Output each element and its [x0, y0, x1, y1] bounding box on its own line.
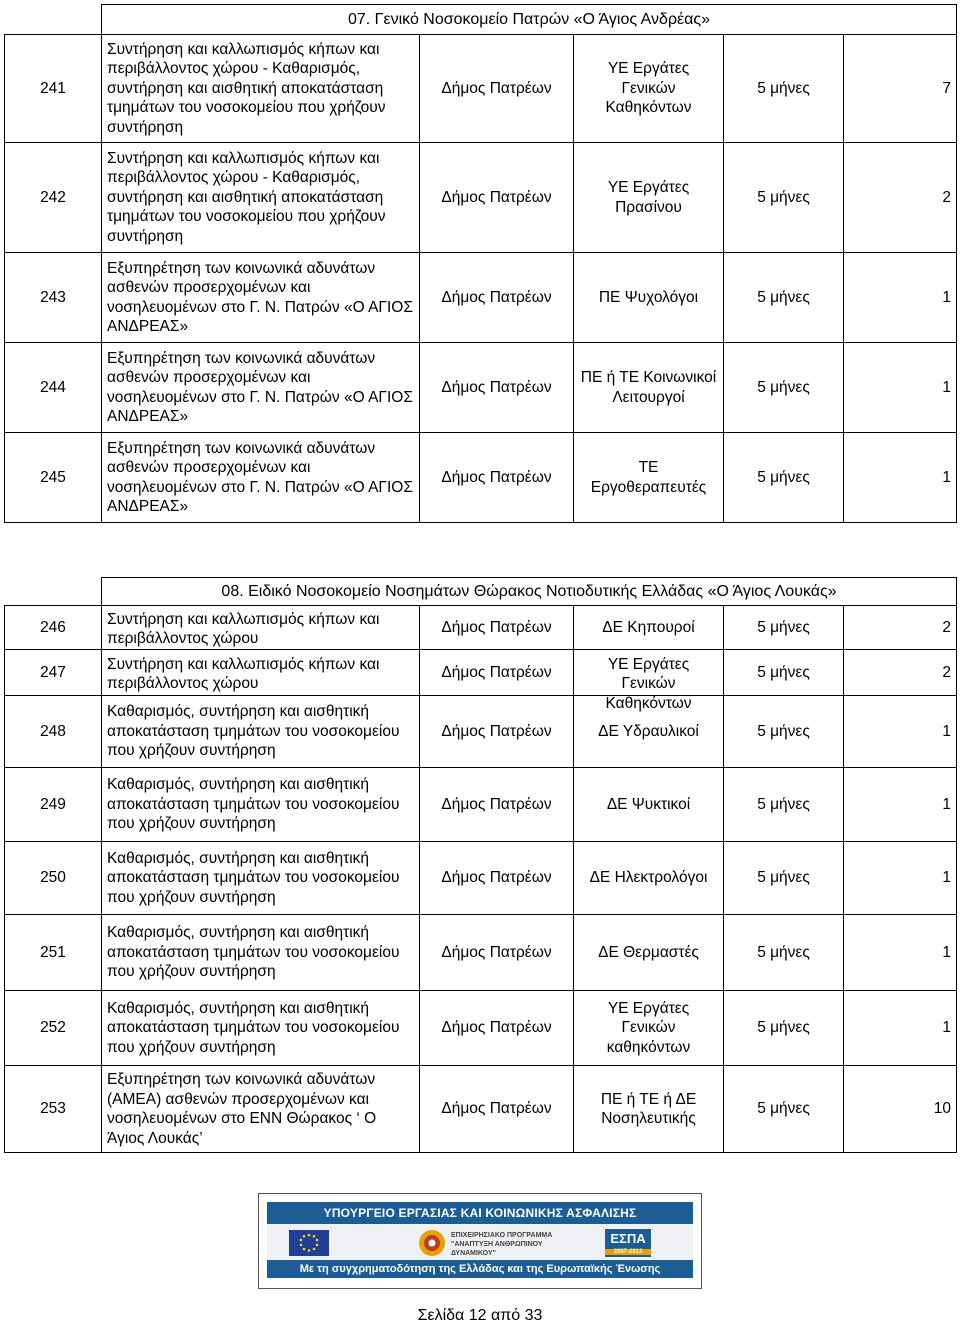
row-duration: 5 μήνες [724, 143, 844, 253]
espa-logo [605, 1229, 651, 1257]
row-number: 246 [5, 606, 102, 650]
row-number: 245 [5, 433, 102, 523]
row-count: 2 [844, 650, 957, 696]
row-count: 1 [844, 433, 957, 523]
table-hospital-08 [4, 577, 957, 1153]
program-logo-icon [417, 1228, 447, 1258]
row-description: Εξυπηρέτηση των κοινωνικά αδυνάτων ασθενών προσερχομένων και νοσηλευομένων στο Γ. Ν. Πατρών «Ο ΑΓΙΟΣ ΑΝΔΡΕΑΣ» [102, 343, 420, 433]
section-header: 08. Ειδικό Νοσοκομείο Νοσημάτων Θώρακος Νοτιοδυτικής Ελλάδας «Ο Άγιος Λουκάς» [102, 578, 957, 606]
row-description: Καθαρισμός, συντήρηση και αισθητική αποκατάσταση τμημάτων του νοσοκομείου που χρήζουν συντήρηση [102, 768, 420, 842]
row-specialty: ΔΕ Ηλεκτρολόγοι [574, 842, 724, 915]
row-specialty: ΠΕ Ψυχολόγοι [574, 253, 724, 343]
cofunding-note: Με τη συγχρηματοδότηση της Ελλάδας και της Ευρωπαϊκής Ένωσης [267, 1260, 693, 1278]
row-count: 7 [844, 35, 957, 143]
row-count: 1 [844, 842, 957, 915]
table-row [5, 35, 957, 143]
row-count: 2 [844, 143, 957, 253]
funding-banner [258, 1193, 702, 1289]
row-municipality: Δήμος Πατρέων [420, 650, 574, 696]
row-municipality: Δήμος Πατρέων [420, 1066, 574, 1153]
row-duration: 5 μήνες [724, 606, 844, 650]
table-hospital-07 [4, 4, 957, 523]
row-duration: 5 μήνες [724, 991, 844, 1066]
row-duration: 5 μήνες [724, 696, 844, 768]
row-specialty: ΥΕ Εργάτες Γενικών Καθηκόντων [574, 35, 724, 143]
row-description: Εξυπηρέτηση των κοινωνικά αδυνάτων ασθενών προσερχομένων και νοσηλευομένων στο Γ. Ν. Πατρών «Ο ΑΓΙΟΣ ΑΝΔΡΕΑΣ» [102, 253, 420, 343]
table-row [5, 768, 957, 842]
row-description: Καθαρισμός, συντήρηση και αισθητική αποκατάσταση τμημάτων του νοσοκομείου που χρήζουν συντήρηση [102, 842, 420, 915]
row-duration: 5 μήνες [724, 343, 844, 433]
table-row [5, 606, 957, 650]
row-municipality: Δήμος Πατρέων [420, 842, 574, 915]
row-specialty: ΔΕ Θερμαστές [574, 915, 724, 991]
row-count: 1 [844, 991, 957, 1066]
table-row [5, 696, 957, 768]
row-municipality: Δήμος Πατρέων [420, 915, 574, 991]
table-row [5, 650, 957, 696]
row-number: 253 [5, 1066, 102, 1153]
row-count: 10 [844, 1066, 957, 1153]
row-specialty: ΤΕ Εργοθεραπευτές [574, 433, 724, 523]
row-duration: 5 μήνες [724, 253, 844, 343]
row-municipality: Δήμος Πατρέων [420, 991, 574, 1066]
row-municipality: Δήμος Πατρέων [420, 143, 574, 253]
row-municipality: Δήμος Πατρέων [420, 35, 574, 143]
row-description: Καθαρισμός, συντήρηση και αισθητική αποκατάσταση τμημάτων του νοσοκομείου που χρήζουν συντήρηση [102, 915, 420, 991]
section-header: 07. Γενικό Νοσοκομείο Πατρών «Ο Άγιος Ανδρέας» [102, 5, 957, 35]
program-title: ΕΠΙΧΕΙΡΗΣΙΑΚΟ ΠΡΟΓΡΑΜΜΑ "ΑΝΑΠΤΥΞΗ ΑΝΘΡΩΠΙΝΟΥ ΔΥΝΑΜΙΚΟΥ" [451, 1232, 553, 1257]
row-municipality: Δήμος Πατρέων [420, 343, 574, 433]
ministry-title: ΥΠΟΥΡΓΕΙΟ ΕΡΓΑΣΙΑΣ ΚΑΙ ΚΟΙΝΩΝΙΚΗΣ ΑΣΦΑΛΙΣΗΣ [267, 1202, 693, 1224]
row-count: 1 [844, 915, 957, 991]
row-count: 2 [844, 606, 957, 650]
row-duration: 5 μήνες [724, 650, 844, 696]
row-specialty: ΠΕ ή ΤΕ ή ΔΕ Νοσηλευτικής [574, 1066, 724, 1153]
row-number: 252 [5, 991, 102, 1066]
row-municipality: Δήμος Πατρέων [420, 606, 574, 650]
row-specialty: ΥΕ Εργάτες Πρασίνου [574, 143, 724, 253]
row-description: Συντήρηση και καλλωπισμός κήπων και περιβάλλοντος χώρου - Καθαρισμός, συντήρηση και αισθητική αποκατάσταση τμημάτων του νοσοκομείου που χρήζουν συντήρηση [102, 35, 420, 143]
eu-flag-icon [289, 1230, 329, 1256]
row-duration: 5 μήνες [724, 768, 844, 842]
row-description: Συντήρηση και καλλωπισμός κήπων και περιβάλλοντος χώρου [102, 606, 420, 650]
row-number: 241 [5, 35, 102, 143]
table-row [5, 842, 957, 915]
row-number: 248 [5, 696, 102, 768]
table-row [5, 143, 957, 253]
row-description: Εξυπηρέτηση των κοινωνικά αδυνάτων ασθενών προσερχομένων και νοσηλευομένων στο Γ. Ν. Πατρών «Ο ΑΓΙΟΣ ΑΝΔΡΕΑΣ» [102, 433, 420, 523]
row-specialty: ΔΕ Κηπουροί [574, 606, 724, 650]
row-number: 250 [5, 842, 102, 915]
row-count: 1 [844, 343, 957, 433]
row-number: 251 [5, 915, 102, 991]
row-description: Καθαρισμός, συντήρηση και αισθητική αποκατάσταση τμημάτων του νοσοκομείου που χρήζουν συντήρηση [102, 696, 420, 768]
row-specialty: ΥΕ Εργάτες Γενικών καθηκόντων [574, 991, 724, 1066]
table-row [5, 433, 957, 523]
row-number: 244 [5, 343, 102, 433]
table-row [5, 915, 957, 991]
row-number: 243 [5, 253, 102, 343]
row-specialty: ΔΕ Ψυκτικοί [574, 768, 724, 842]
row-municipality: Δήμος Πατρέων [420, 768, 574, 842]
row-description: Συντήρηση και καλλωπισμός κήπων και περιβάλλοντος χώρου - Καθαρισμός, συντήρηση και αισθητική αποκατάσταση τμημάτων του νοσοκομείου που χρήζουν συντήρηση [102, 143, 420, 253]
row-specialty: ΔΕ Υδραυλικοί [574, 696, 724, 768]
row-description: Καθαρισμός, συντήρηση και αισθητική αποκατάσταση τμημάτων του νοσοκομείου που χρήζουν συντήρηση [102, 991, 420, 1066]
row-duration: 5 μήνες [724, 35, 844, 143]
table-row [5, 1066, 957, 1153]
espa-years: 2007-2013 [605, 1249, 651, 1255]
row-count: 1 [844, 768, 957, 842]
row-description: Εξυπηρέτηση των κοινωνικά αδυνάτων (ΑΜΕΑ) ασθενών προσερχομένων και νοσηλευομένων στο ΕΝΝ Θώρακος ‘ Ο Άγιος Λουκάς’ [102, 1066, 420, 1153]
row-number: 249 [5, 768, 102, 842]
espa-label: ΕΣΠΑ [610, 1231, 646, 1246]
page-number: Σελίδα 12 από 33 [417, 1307, 543, 1324]
row-specialty: ΥΕ Εργάτες Γενικών Καθηκόντων [574, 650, 724, 696]
table-row [5, 253, 957, 343]
row-description: Συντήρηση και καλλωπισμός κήπων και περιβάλλοντος χώρου [102, 650, 420, 696]
row-count: 1 [844, 253, 957, 343]
table-row [5, 343, 957, 433]
row-number: 242 [5, 143, 102, 253]
funding-banner-band [267, 1202, 693, 1278]
row-specialty: ΠΕ ή ΤΕ Κοινωνικοί Λειτουργοί [574, 343, 724, 433]
table-row [5, 991, 957, 1066]
row-municipality: Δήμος Πατρέων [420, 253, 574, 343]
row-number: 247 [5, 650, 102, 696]
row-duration: 5 μήνες [724, 433, 844, 523]
row-duration: 5 μήνες [724, 1066, 844, 1153]
row-municipality: Δήμος Πατρέων [420, 696, 574, 768]
row-duration: 5 μήνες [724, 842, 844, 915]
row-count: 1 [844, 696, 957, 768]
row-municipality: Δήμος Πατρέων [420, 433, 574, 523]
row-duration: 5 μήνες [724, 915, 844, 991]
